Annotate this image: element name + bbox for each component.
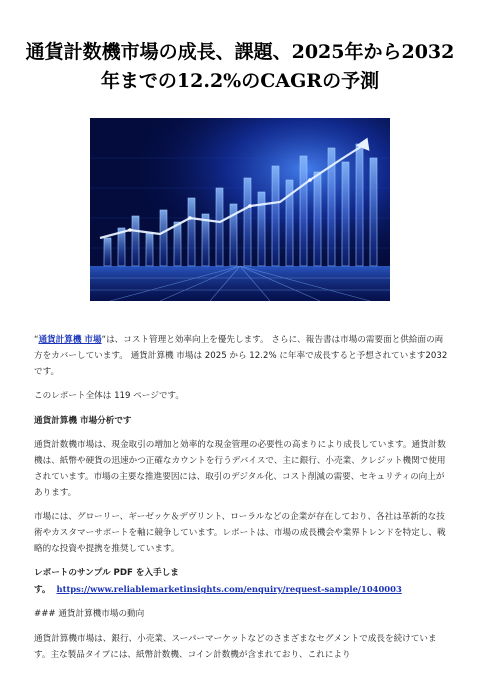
sample-request	[34, 565, 448, 598]
open-quote: “	[34, 335, 39, 345]
intro-text: は、コスト管理と効率向上を優先します。 さらに、報告書は市場の需要面と供給面の両方をカバーしています。 通貨計算機 市場は 2025 から 12.2% に年率で成長すると予想されています2032 です。	[34, 335, 448, 377]
sample-heading-end: す。	[34, 585, 51, 595]
document-body	[34, 332, 448, 663]
close-quote: “	[101, 335, 107, 345]
title-line-2: 年までの12.2%のCAGRの予測	[100, 70, 380, 92]
market-link[interactable]: 通貨計算機 市場	[38, 335, 102, 345]
hero-chart-image	[90, 118, 390, 301]
sample-heading-text: レポートのサンプル PDF を入手しま	[34, 568, 179, 578]
analysis-paragraph: 通貨計数機市場は、現金取引の増加と効率的な現金管理の必要性の高まりにより成長しています。通貨計数機は、紙幣や硬貨の迅速かつ正確なカウントを行うデバイスで、主に銀行、小売業、クレジット機関で使用されています。市場の主要な推進要因には、取引のデジタル化、コスト削減の需要、セキュリティの向上があります。	[34, 440, 446, 498]
sample-pdf-link[interactable]: https://www.reliablemarketinsights.com/enquiry/request-sample/1040003	[56, 584, 402, 594]
vendors-paragraph: 市場には、グローリー、ギーゼッケ＆デヴリント、ローラルなどの企業が存在しており、各社は革新的な技術やカスタマーサポートを軸に競争しています。レポートは、市場の成長機会や業界トレンドを特定し、戦略的な投資や提携を推奨しています。	[34, 512, 446, 554]
title-line-1: 通貨計数機市場の成長、課題、2025年から2032	[25, 41, 455, 63]
pages-info: このレポート全体は 119 ページです。	[34, 391, 184, 401]
analysis-heading: 通貨計算機 市場分析です	[34, 416, 132, 426]
intro-paragraph	[34, 332, 448, 380]
trend-paragraph: 通貨計算機市場は、銀行、小売業、スーパーマーケットなどのさまざまなセグメントで成長を続けています。主な製品タイプには、紙幣計数機、コイン計数機が含まれており、これにより	[34, 634, 437, 660]
trend-heading: ### 通貨計算機市場の動向	[34, 609, 145, 619]
page-title	[20, 38, 460, 96]
rising-chart-illustration	[90, 118, 390, 301]
